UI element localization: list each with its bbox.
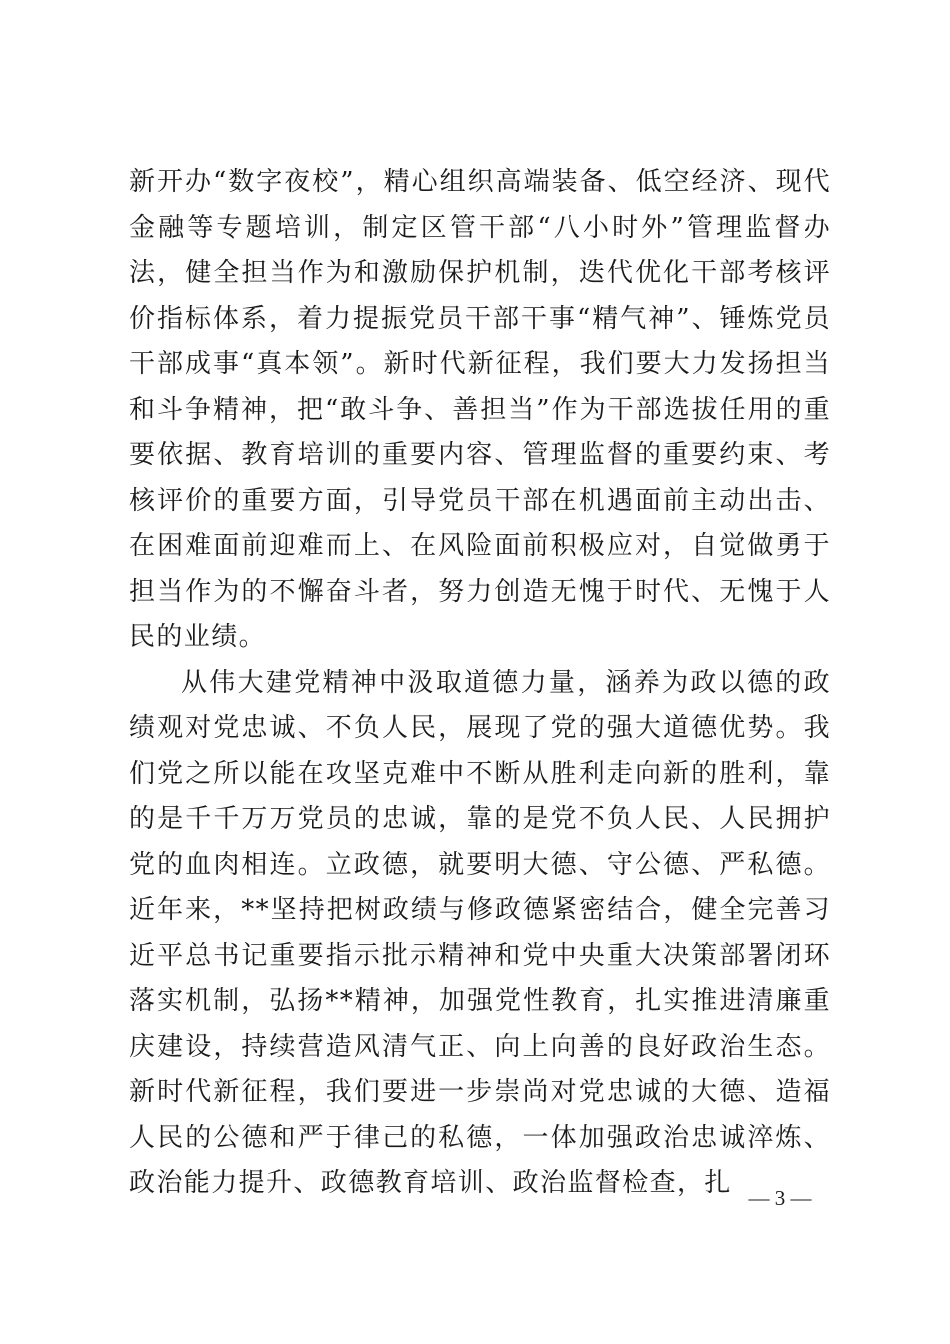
paragraph-continuation: 新开办“数字夜校”，精心组织高端装备、低空经济、现代金融等专题培训，制定区管干部“八小时外”管理监督办法，健全担当作为和激励保护机制，迭代优化干部考核评价指标体系，着力提振党员干部干事“精气神”、锤炼党员干部成事“真本领”。新时代新征程，我们要大力发扬担当和斗争精神，把“敢斗争、善担当”作为干部选拔任用的重要依据、教育培训的重要内容、管理监督的重要约束、考核评价的重要方面，引导党员干部在机遇面前主动出击、在困难面前迎难而上、在风险面前积极应对，自觉做勇于担当作为的不懈奋斗者，努力创造无愧于时代、无愧于人民的业绩。 <box>129 167 831 652</box>
paragraph-political-ethics: 从伟大建党精神中汲取道德力量，涵养为政以德的政绩观对党忠诚、不负人民，展现了党的强大道德优势。我们党之所以能在攻坚克难中不断从胜利走向新的胜利，靠的是千千万万党员的忠诚，靠的是党不负人民、人民拥护党的血肉相连。立政德，就要明大德、守公德、严私德。近年来，**坚持把树政绩与修政德紧密结合，健全完善习近平总书记重要指示批示精神和党中央重大决策部署闭环落实机制，弘扬**精神，加强党性教育，扎实推进清廉重庆建设，持续营造风清气正、向上向善的良好政治生态。新时代新征程，我们要进一步崇尚对党忠诚的大德、造福人民的公德和严于律己的私德，一体加强政治忠诚淬炼、政治能力提升、政德教育培训、政治监督检查，扎 <box>129 667 831 1198</box>
page-number: — 3 — <box>748 1186 812 1210</box>
body-text <box>129 160 831 1207</box>
